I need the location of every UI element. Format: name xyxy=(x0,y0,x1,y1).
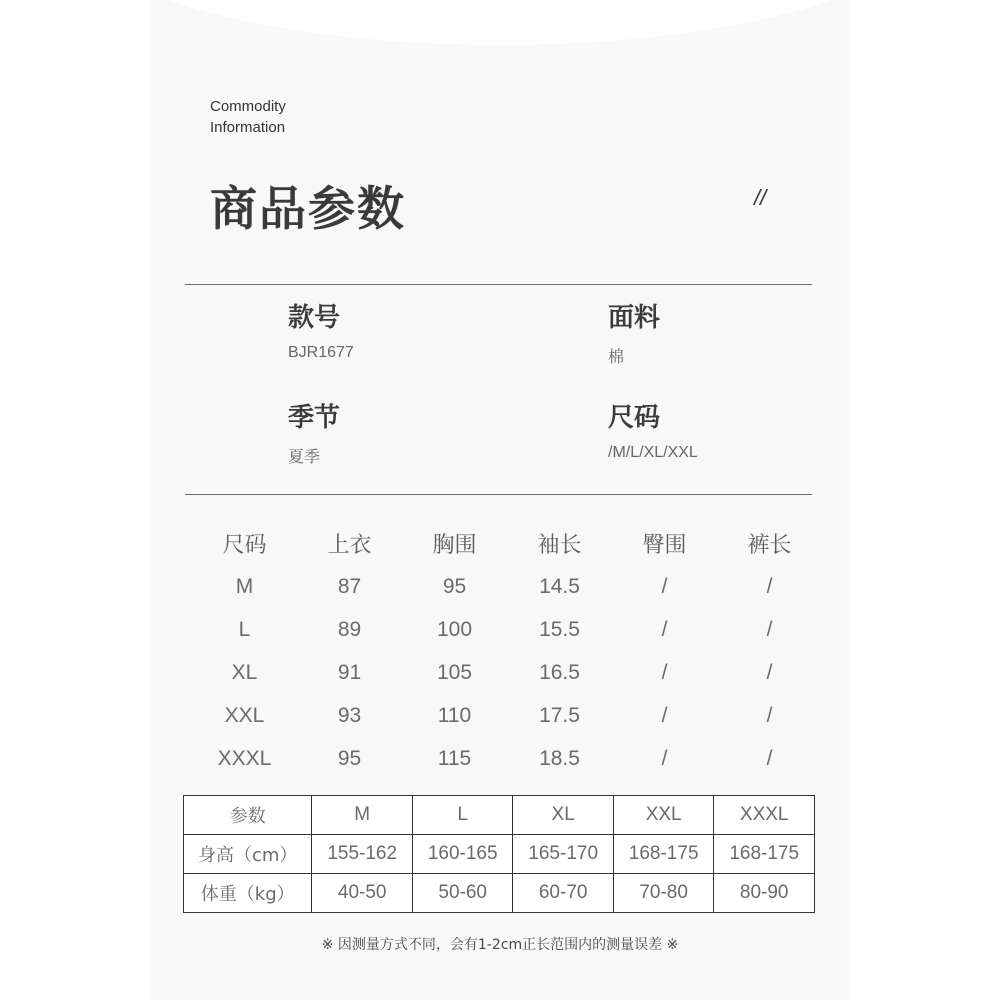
ref-table-header-row xyxy=(184,796,815,835)
size-table-cell: 95 xyxy=(337,746,362,770)
ref-table-cell: 165-170 xyxy=(513,835,613,874)
spec-fabric xyxy=(608,302,848,367)
ref-table-header: XXL xyxy=(613,796,713,835)
table-row xyxy=(192,694,822,737)
size-table-cell: / xyxy=(766,746,773,770)
commodity-info-card xyxy=(150,0,850,1000)
ref-table-cell: 身高（cm） xyxy=(184,835,312,874)
size-table-cell: 87 xyxy=(337,574,362,598)
size-table-cell: 18.5 xyxy=(539,746,580,770)
size-table-cell: XXL xyxy=(224,703,265,727)
spec-value: BJR1677 xyxy=(288,344,354,361)
spec-season xyxy=(288,402,528,467)
spec-style-number xyxy=(288,302,528,362)
size-table-header-row xyxy=(192,522,822,565)
size-table-header: 上衣 xyxy=(327,533,372,558)
spec-label: 尺码 xyxy=(608,403,661,433)
page-title: 商品参数 xyxy=(210,182,406,237)
ref-table-cell: 体重（kg） xyxy=(184,874,312,913)
spec-size xyxy=(608,402,848,462)
ref-table-cell: 70-80 xyxy=(613,874,713,913)
ref-table-cell: 40-50 xyxy=(312,874,412,913)
size-table-header: 臀围 xyxy=(642,533,687,558)
ref-table-header: L xyxy=(412,796,512,835)
english-title xyxy=(210,96,330,138)
size-table-cell: 14.5 xyxy=(539,574,580,598)
ref-table-cell: 160-165 xyxy=(412,835,512,874)
spec-value: /M/L/XL/XXL xyxy=(608,444,698,461)
size-table-cell: / xyxy=(661,660,668,684)
size-table-cell: / xyxy=(661,746,668,770)
size-table-cell: / xyxy=(661,574,668,598)
size-table-cell: M xyxy=(235,574,254,598)
size-table-cell: 15.5 xyxy=(539,617,580,641)
size-table-cell: 93 xyxy=(337,703,362,727)
table-row xyxy=(192,608,822,651)
size-reference-table xyxy=(183,795,815,913)
ref-table-header: M xyxy=(312,796,412,835)
measurement-note: ※ 因测量方式不同，会有1-2cm正长范围内的测量误差 ※ xyxy=(321,937,679,953)
size-table-cell: 100 xyxy=(436,617,473,641)
slash-mark: // xyxy=(754,185,767,210)
table-row xyxy=(184,835,815,874)
ref-table-cell: 80-90 xyxy=(714,874,815,913)
ref-table-cell: 168-175 xyxy=(714,835,815,874)
size-table-cell: 105 xyxy=(436,660,473,684)
ref-table-header: XL xyxy=(513,796,613,835)
spec-label: 季节 xyxy=(288,403,341,433)
size-table-header: 裤长 xyxy=(747,533,792,558)
spec-label: 面料 xyxy=(608,303,661,333)
ref-table-cell: 155-162 xyxy=(312,835,412,874)
size-table-cell: / xyxy=(766,703,773,727)
ref-table-header: XXXL xyxy=(714,796,815,835)
size-table-cell: 115 xyxy=(437,746,472,770)
size-table-cell: 89 xyxy=(337,617,362,641)
table-row xyxy=(184,874,815,913)
top-arc-decoration xyxy=(150,0,850,45)
size-table-cell: / xyxy=(766,617,773,641)
size-table-cell: 95 xyxy=(442,574,467,598)
size-chart-table xyxy=(192,522,822,780)
size-table-cell: XL xyxy=(231,660,258,684)
divider-bottom xyxy=(185,494,812,495)
ref-table-header: 参数 xyxy=(184,796,312,835)
table-row xyxy=(192,737,822,780)
table-row xyxy=(192,651,822,694)
table-row xyxy=(192,565,822,608)
size-table-cell: 110 xyxy=(437,703,472,727)
spec-label: 款号 xyxy=(288,303,341,333)
ref-table-cell: 168-175 xyxy=(613,835,713,874)
spec-value: 夏季 xyxy=(288,449,321,466)
divider-top xyxy=(185,284,812,285)
size-table-cell: / xyxy=(661,703,668,727)
size-table-cell: / xyxy=(766,574,773,598)
size-table-cell: / xyxy=(766,660,773,684)
size-table-cell: 16.5 xyxy=(539,660,580,684)
size-table-header: 袖长 xyxy=(537,533,582,558)
size-table-cell: L xyxy=(238,617,251,641)
english-title-line1: Commodity xyxy=(210,98,286,115)
size-table-cell: XXXL xyxy=(217,746,272,770)
size-table-header: 尺码 xyxy=(222,533,267,558)
size-table-header: 胸围 xyxy=(432,533,477,558)
english-title-line2: Information xyxy=(210,119,286,136)
spec-value: 棉 xyxy=(608,349,625,366)
size-table-cell: 91 xyxy=(337,660,362,684)
ref-table-cell: 50-60 xyxy=(412,874,512,913)
size-table-cell: / xyxy=(661,617,668,641)
size-table-cell: 17.5 xyxy=(539,703,580,727)
ref-table-cell: 60-70 xyxy=(513,874,613,913)
